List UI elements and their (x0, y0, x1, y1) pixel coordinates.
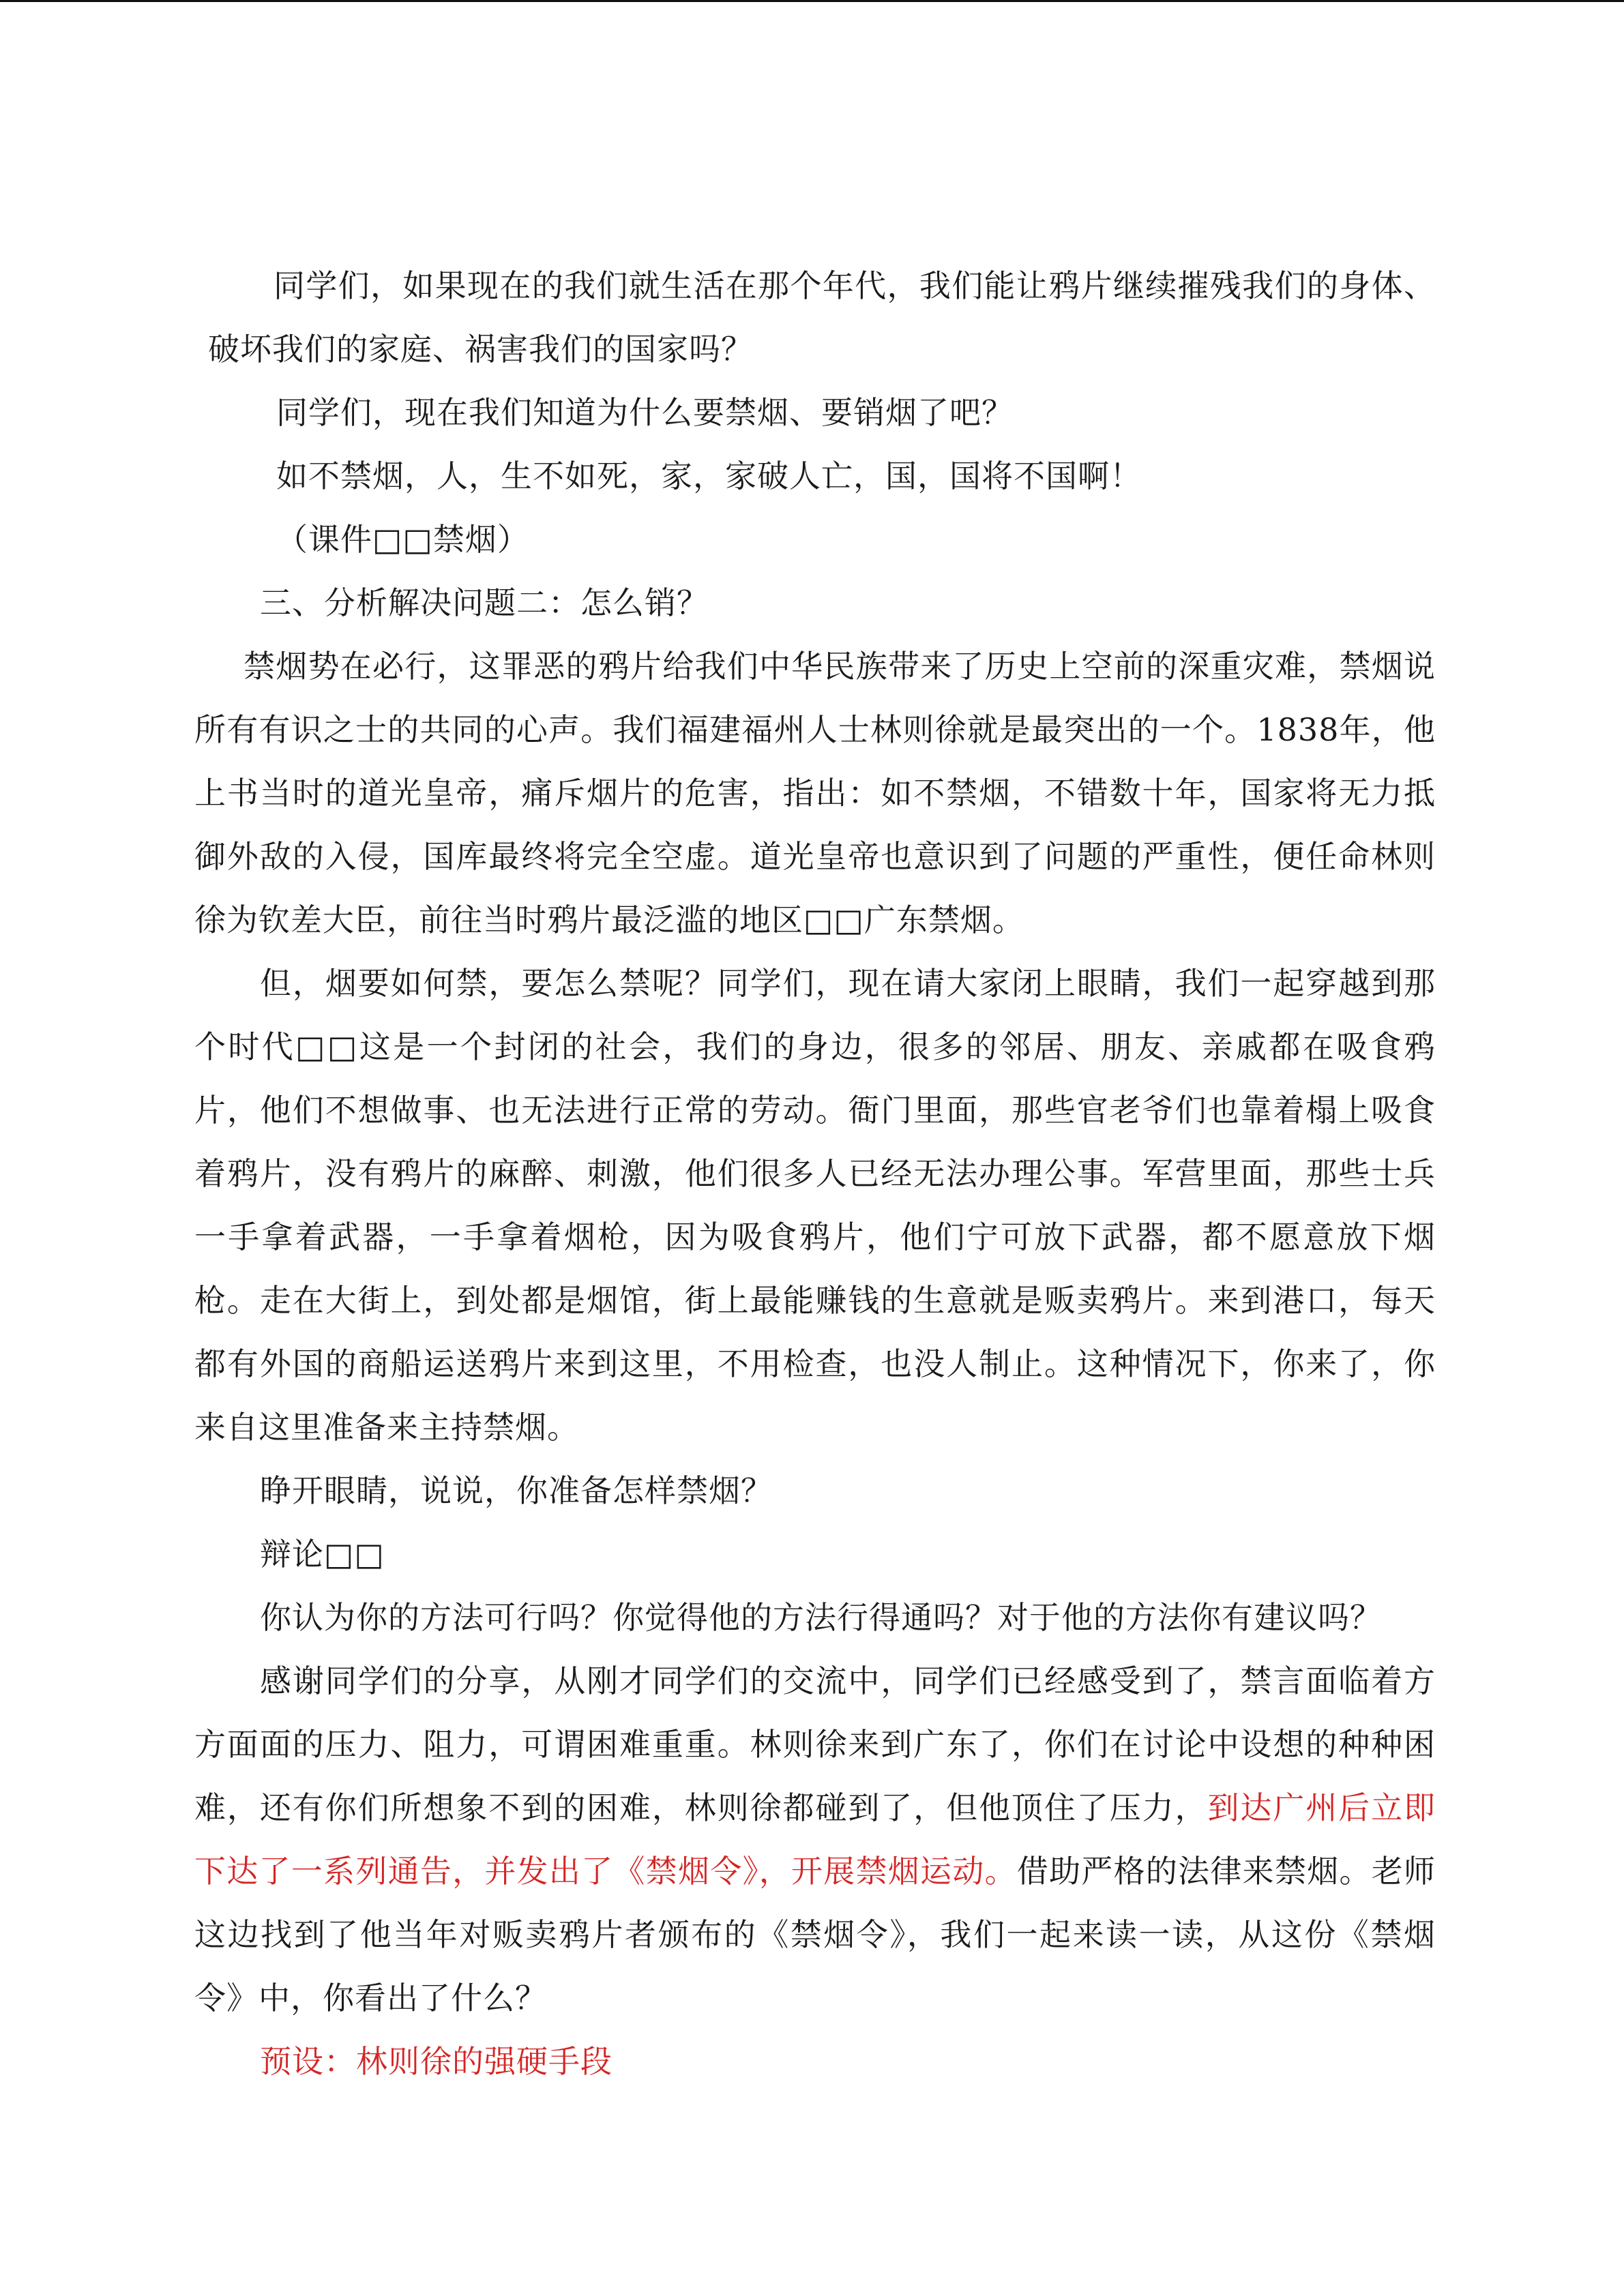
paragraph-question-era: 同学们，如果现在的我们就生活在那个年代，我们能让鸦片继续摧残我们的身体、破坏我们的家庭、祸害我们的国家吗？ (208, 267, 1436, 368)
document-body (194, 254, 1436, 2093)
paragraph-consequence: 如不禁烟，人，生不如死，家，家破人亡，国，国将不国啊！ (276, 458, 1142, 494)
paragraph-why-ban: 同学们，现在我们知道为什么要禁烟、要销烟了吧？ (276, 394, 1014, 431)
paragraph-ban-order (194, 1650, 1436, 2030)
paragraph-preset-answer: 预设：林则徐的强硬手段 (260, 2043, 612, 2080)
ban-order-text-end: 借助严格的法律来禁烟。老师这边找到了他当年对贩卖鸦片者颁布的《禁烟令》，我们一起来读一读，从这份《禁烟令》中，你看出了什么？ (194, 1853, 1436, 2016)
ban-order-highlight: 到达广州后立即下达了一系列通告，并发出了《禁烟令》，开展禁烟运动。 (194, 1789, 1436, 1890)
section-heading-3: 三、分析解决问题二：怎么销？ (260, 584, 709, 621)
paragraph-courseware-note: （课件□□禁烟） (276, 521, 529, 558)
paragraph-open-eyes: 睁开眼睛，说说，你准备怎样禁烟？ (260, 1472, 773, 1509)
paragraph-time-travel: 但，烟要如何禁，要怎么禁呢？同学们，现在请大家闭上眼睛，我们一起穿越到那个时代□□这是一个封闭的社会，我们的身边，很多的邻居、朋友、亲戚都在吸食鸦片，他们不想做事、也无法进行正常的劳动。衙门里面，那些官老爷们也靠着榻上吸食着鸦片，没有鸦片的麻醉、刺激，他们很多人已经无法办理公事。军营里面，那些士兵一手拿着武器，一手拿着烟枪，因为吸食鸦片，他们宁可放下武器，都不愿意放下烟枪。走在大街上，到处都是烟馆，街上最能赚钱的生意就是贩卖鸦片。来到港口，每天都有外国的商船运送鸦片来到这里，不用检查，也没人制止。这种情况下，你来了，你来自这里准备来主持禁烟。 (194, 965, 1436, 1446)
paragraph-lin-zexu-intro: 禁烟势在必行，这罪恶的鸦片给我们中华民族带来了历史上空前的深重灾难，禁烟说所有有识之士的共同的心声。我们福建福州人士林则徐就是最突出的一个。1838年，他上书当时的道光皇帝，痛斥烟片的危害，指出：如不禁烟，不错数十年，国家将无力抵御外敌的入侵，国库最终将完全空虚。道光皇帝也意识到了问题的严重性，便任命林则徐为钦差大臣，前往当时鸦片最泛滥的地区□□广东禁烟。 (194, 648, 1436, 938)
paragraph-debate: 辩论□□ (260, 1536, 385, 1572)
ban-order-text-start: 感谢同学们的分享，从刚才同学们的交流中，同学们已经感受到了，禁言面临着方方面面的压力、阻力，可谓困难重重。林则徐来到广东了，你们在讨论中设想的种种困难，还有你们所想象不到的困难，林则徐都碰到了，但他顶住了压力， (194, 1663, 1436, 1826)
paragraph-method-questions: 你认为你的方法可行吗？你觉得他的方法行得通吗？对于他的方法你有建议吗？ (260, 1599, 1382, 1636)
